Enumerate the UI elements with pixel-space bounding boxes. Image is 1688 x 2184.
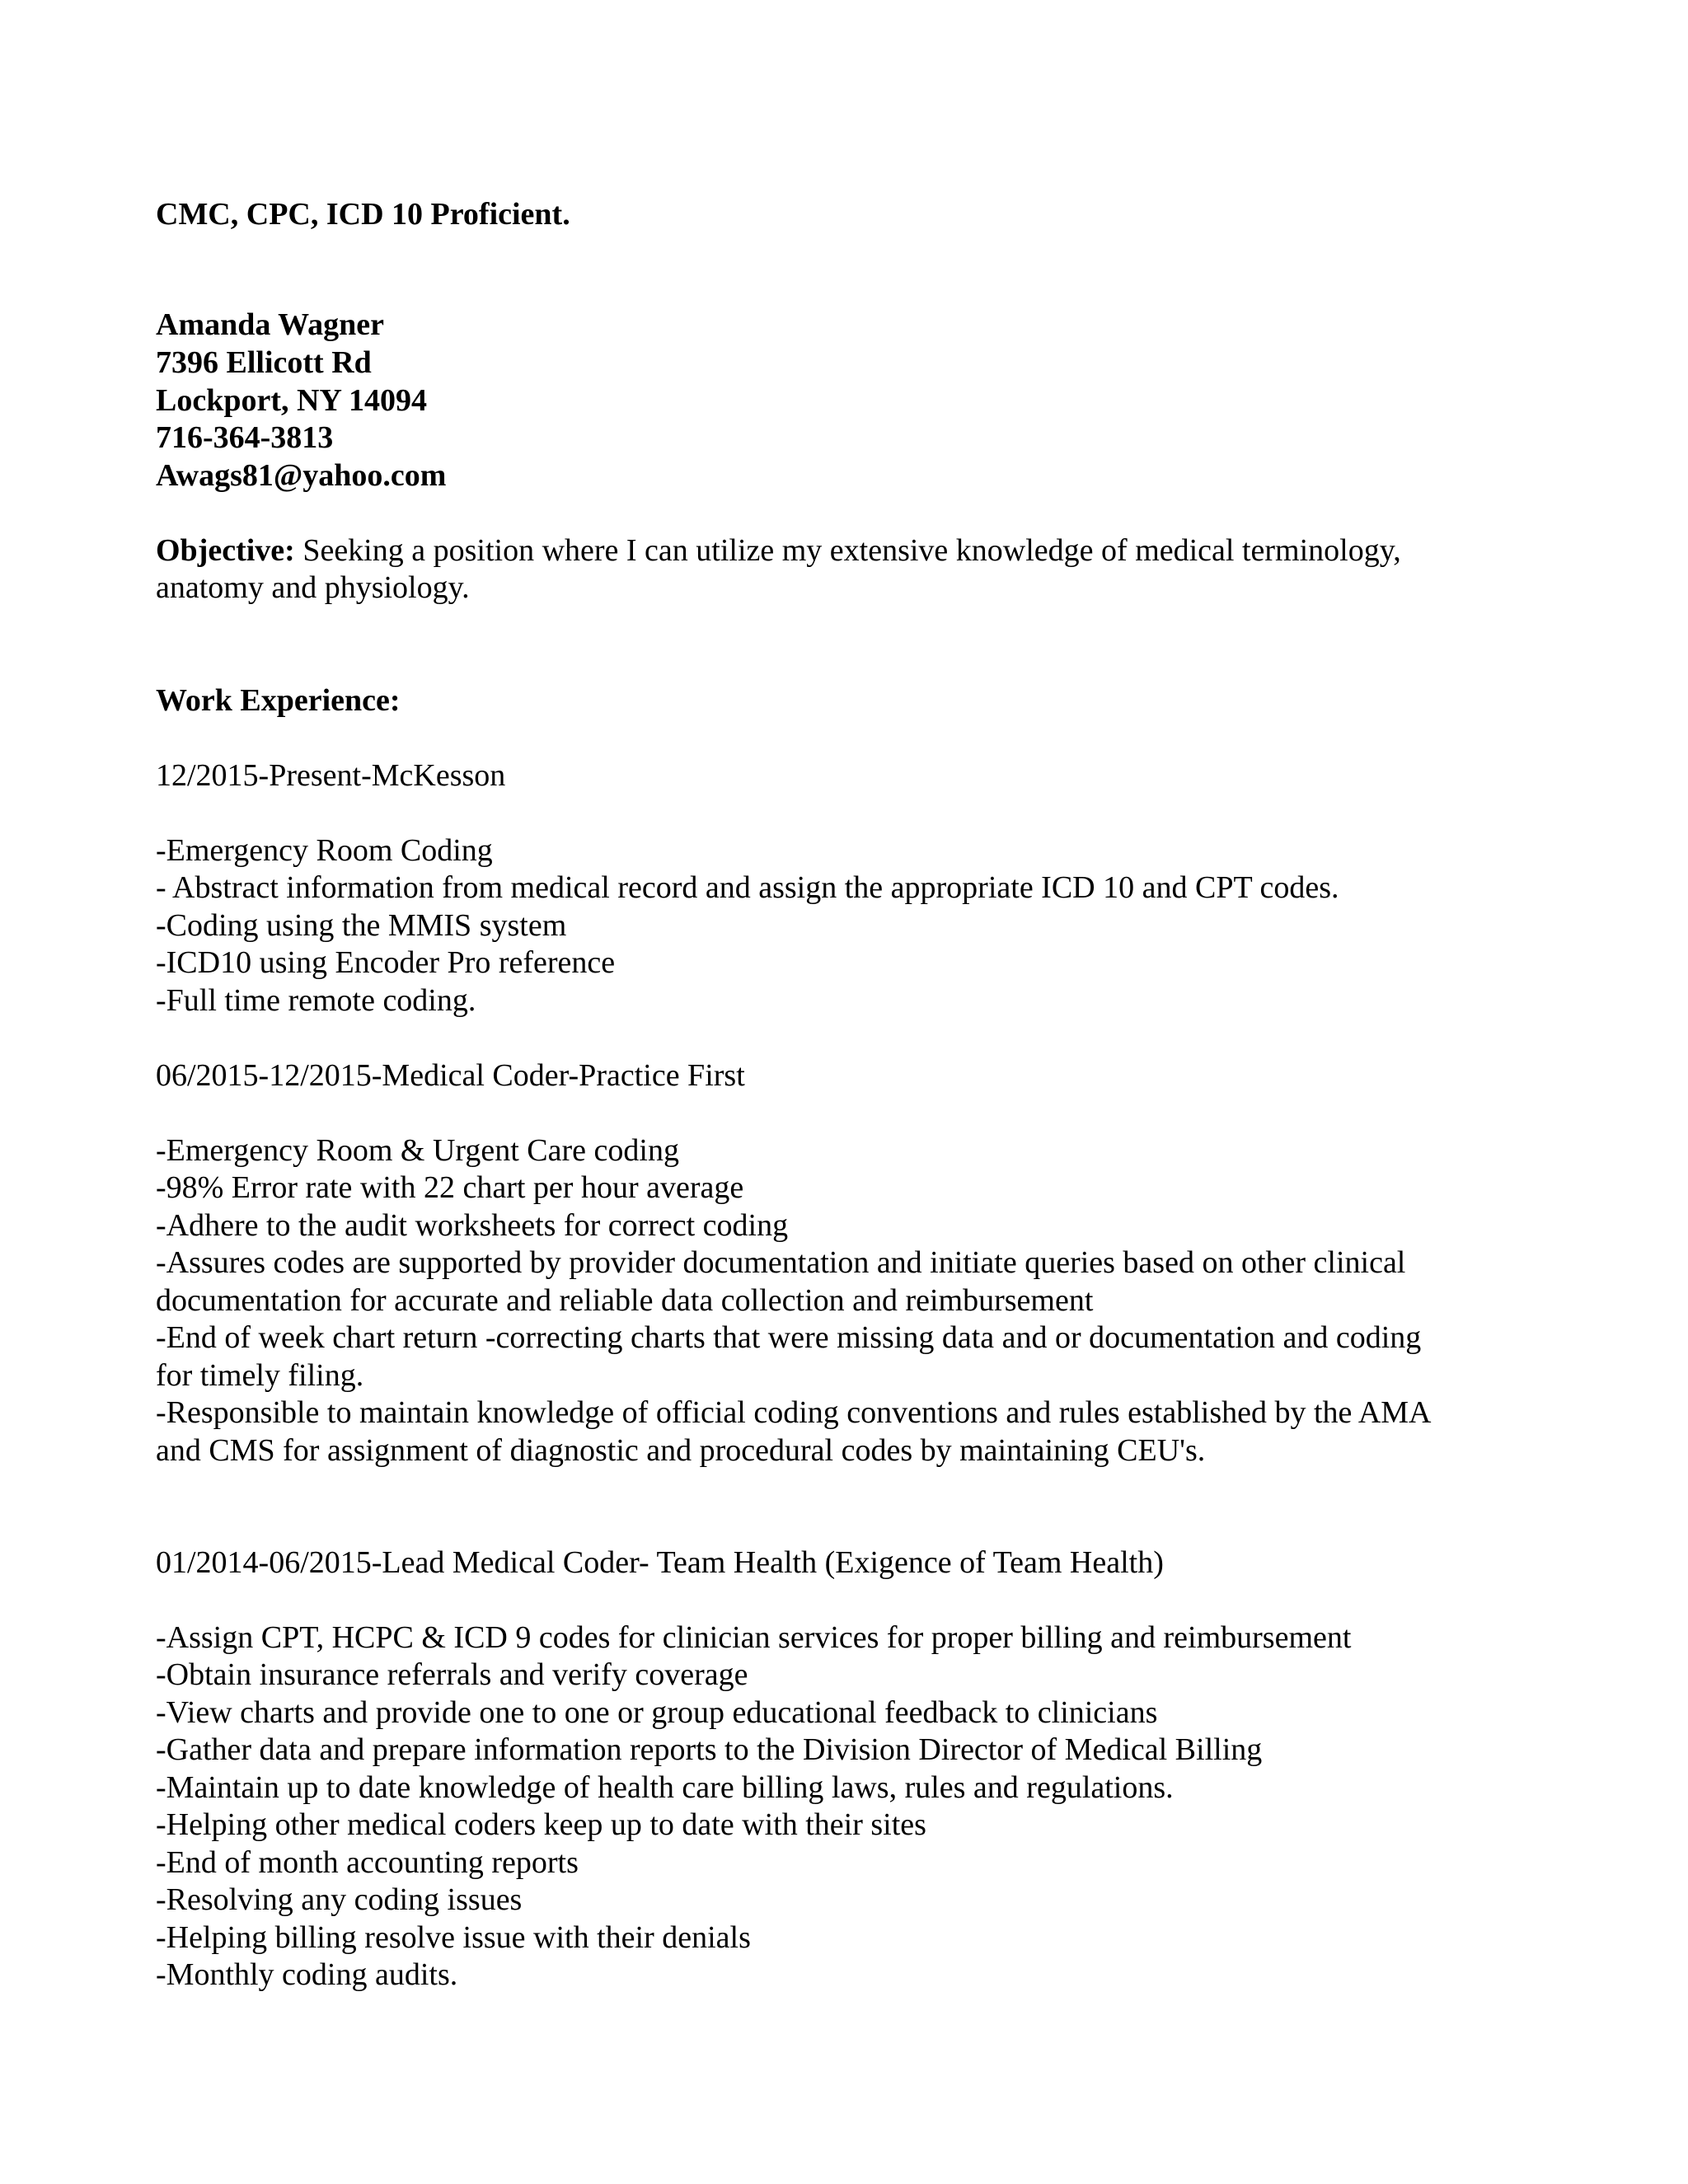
job-bullet: -Emergency Room & Urgent Care coding — [156, 1133, 679, 1168]
job-bullet: -Assures codes are supported by provider documentation and initiate queries based on other clinical — [156, 1245, 1406, 1280]
job-title: 06/2015-12/2015-Medical Coder-Practice First — [156, 1058, 745, 1093]
job-bullet: for timely filing. — [156, 1358, 364, 1393]
job-bullet: -End of month accounting reports — [156, 1845, 579, 1880]
job-bullet: - Abstract information from medical record and assign the appropriate ICD 10 and CPT codes. — [156, 870, 1339, 905]
job-bullet: and CMS for assignment of diagnostic and procedural codes by maintaining CEU's. — [156, 1433, 1206, 1468]
contact-email: Awags81@yahoo.com — [156, 458, 447, 493]
job-bullet: -Monthly coding audits. — [156, 1957, 458, 1992]
job-bullet: -Resolving any coding issues — [156, 1882, 523, 1917]
contact-city: Lockport, NY 14094 — [156, 383, 427, 418]
job-bullet: -Helping other medical coders keep up to date with their sites — [156, 1807, 926, 1842]
objective-line-2: anatomy and physiology. — [156, 570, 470, 605]
job-bullet: -Gather data and prepare information reports to the Division Director of Medical Billing — [156, 1732, 1263, 1767]
job-bullet: -Full time remote coding. — [156, 983, 476, 1018]
job-bullet: documentation for accurate and reliable data collection and reimbursement — [156, 1283, 1094, 1318]
contact-name: Amanda Wagner — [156, 307, 384, 342]
work-experience-heading: Work Experience: — [156, 683, 401, 718]
job-bullet: -End of week chart return -correcting charts that were missing data and or documentation and coding — [156, 1320, 1422, 1355]
job-bullet: -Coding using the MMIS system — [156, 908, 567, 943]
job-bullet: -View charts and provide one to one or group educational feedback to clinicians — [156, 1695, 1158, 1730]
objective-line-1 — [156, 532, 1401, 569]
job-title: 12/2015-Present-McKesson — [156, 758, 506, 793]
job-bullet: -Emergency Room Coding — [156, 833, 493, 868]
job-bullet: -Maintain up to date knowledge of health care billing laws, rules and regulations. — [156, 1770, 1174, 1805]
job-bullet: -ICD10 using Encoder Pro reference — [156, 945, 616, 980]
contact-street: 7396 Ellicott Rd — [156, 345, 372, 380]
job-bullet: -Responsible to maintain knowledge of official coding conventions and rules established by the AMA — [156, 1395, 1432, 1430]
objective-label: Objective: — [156, 533, 295, 568]
job-bullet: -Helping billing resolve issue with their denials — [156, 1920, 751, 1955]
job-bullet: -98% Error rate with 22 chart per hour average — [156, 1170, 744, 1205]
job-bullet: -Adhere to the audit worksheets for correct coding — [156, 1208, 789, 1243]
objective-text: Seeking a position where I can utilize my extensive knowledge of medical terminology, — [294, 533, 1401, 568]
contact-phone: 716-364-3813 — [156, 420, 334, 455]
headline: CMC, CPC, ICD 10 Proficient. — [156, 197, 570, 232]
job-bullet: -Assign CPT, HCPC & ICD 9 codes for clinician services for proper billing and reimbursement — [156, 1620, 1352, 1655]
job-title: 01/2014-06/2015-Lead Medical Coder- Team Health (Exigence of Team Health) — [156, 1545, 1164, 1580]
job-bullet: -Obtain insurance referrals and verify coverage — [156, 1657, 748, 1692]
